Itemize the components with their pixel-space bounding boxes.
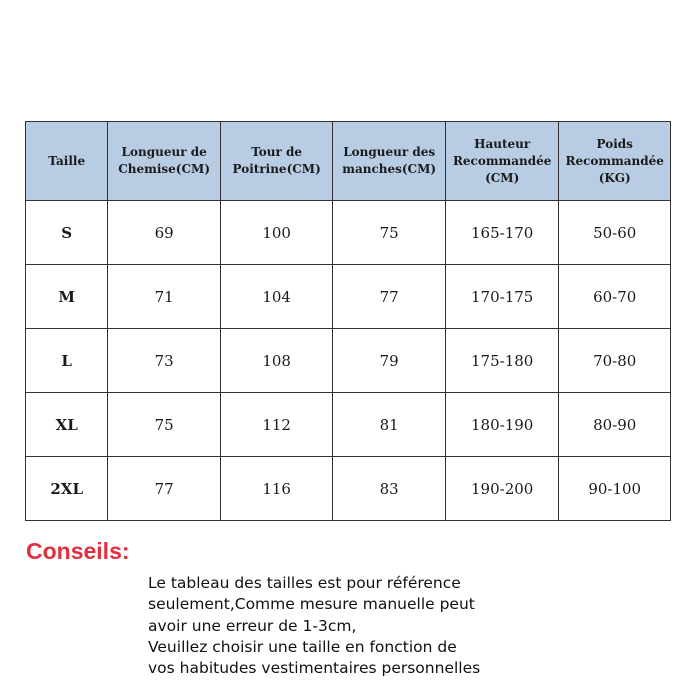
cell-taille: S (26, 201, 108, 265)
cell-manches: 81 (333, 393, 446, 457)
conseils-title: Conseils: (26, 538, 130, 564)
cell-poids: 80-90 (559, 393, 671, 457)
cell-hauteur: 190-200 (445, 457, 559, 521)
table-row (26, 457, 671, 521)
header-taille: Taille (26, 122, 108, 201)
table-row (26, 329, 671, 393)
cell-poids: 70-80 (559, 329, 671, 393)
cell-taille: 2XL (26, 457, 108, 521)
cell-poids: 50-60 (559, 201, 671, 265)
cell-poids: 60-70 (559, 265, 671, 329)
table-row (26, 201, 671, 265)
conseils-text (148, 573, 688, 679)
header-tour-poitrine: Tour de Poitrine(CM) (220, 122, 333, 201)
cell-poitrine: 108 (220, 329, 333, 393)
cell-chemise: 75 (108, 393, 221, 457)
cell-manches: 79 (333, 329, 446, 393)
cell-chemise: 77 (108, 457, 221, 521)
header-poids: Poids Recommandée (KG) (559, 122, 671, 201)
header-hauteur: Hauteur Recommandée (CM) (445, 122, 559, 201)
cell-hauteur: 165-170 (445, 201, 559, 265)
header-longueur-manches: Longueur des manches(CM) (333, 122, 446, 201)
size-table (25, 121, 671, 521)
conseils-line: vos habitudes vestimentaires personnelles (148, 659, 481, 678)
cell-poitrine: 116 (220, 457, 333, 521)
cell-poitrine: 112 (220, 393, 333, 457)
cell-manches: 75 (333, 201, 446, 265)
cell-chemise: 71 (108, 265, 221, 329)
cell-hauteur: 180-190 (445, 393, 559, 457)
cell-hauteur: 175-180 (445, 329, 559, 393)
conseils-line: Veuillez choisir une taille en fonction de (148, 637, 457, 656)
cell-taille: M (26, 265, 108, 329)
cell-chemise: 69 (108, 201, 221, 265)
table-row (26, 265, 671, 329)
conseils-line: Le tableau des tailles est pour référence (148, 574, 461, 592)
cell-taille: XL (26, 393, 108, 457)
conseils-line: avoir une erreur de 1-3cm, (148, 616, 357, 635)
cell-manches: 83 (333, 457, 446, 521)
table-header-row (26, 122, 671, 201)
table-row (26, 393, 671, 457)
header-longueur-chemise: Longueur de Chemise(CM) (108, 122, 221, 201)
cell-taille: L (26, 329, 108, 393)
cell-hauteur: 170-175 (445, 265, 559, 329)
cell-poids: 90-100 (559, 457, 671, 521)
cell-poitrine: 100 (220, 201, 333, 265)
cell-chemise: 73 (108, 329, 221, 393)
cell-manches: 77 (333, 265, 446, 329)
conseils-line: seulement,Comme mesure manuelle peut (148, 595, 475, 614)
cell-poitrine: 104 (220, 265, 333, 329)
